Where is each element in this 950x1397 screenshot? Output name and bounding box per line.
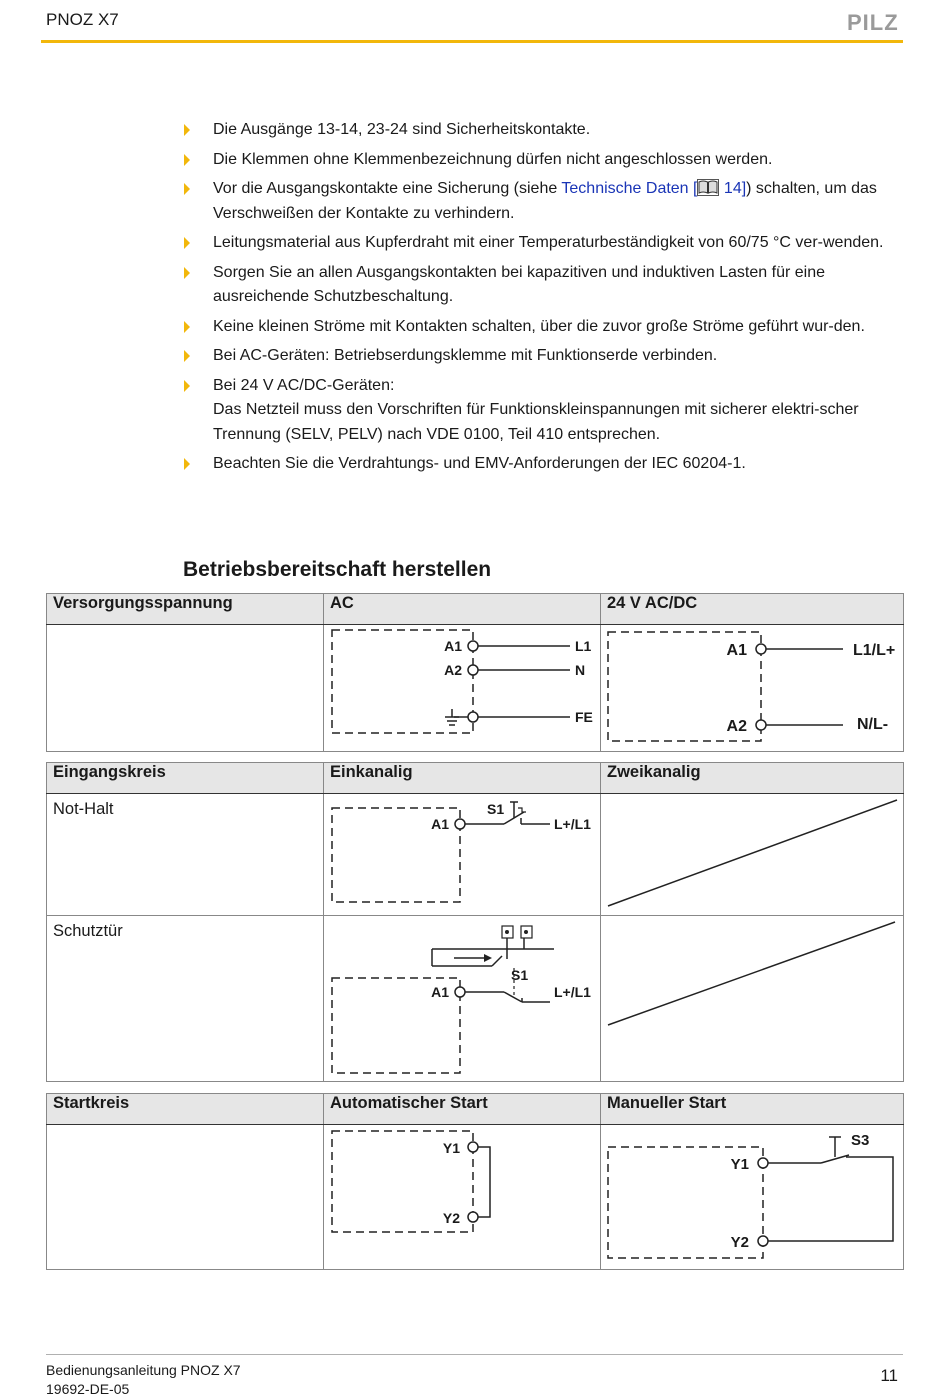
table-header: 24 V AC/DC [601,594,904,625]
start-circuit-table [46,1093,904,1270]
table-cell [47,625,324,752]
svg-text:A1: A1 [431,984,449,1000]
input-circuit-table [46,762,904,1082]
door-actuator-icon [432,926,554,966]
section-heading: Betriebsbereitschaft herstellen [183,558,492,581]
bullet-arrow-icon [184,458,190,470]
footer-rule [46,1354,903,1355]
svg-text:A1: A1 [444,638,462,654]
svg-text:L+/L1: L+/L1 [554,984,591,1000]
svg-text:N/L-: N/L- [857,716,889,733]
svg-text:PILZ: PILZ [847,12,899,34]
book-icon [697,179,719,196]
list-item: Vor die Ausgangskontakte eine Sicherung (siehe Technische Daten [ 14]) schalten, um das Verschweißen der Kontakte zu verhindern. [182,177,902,226]
list-item: Bei 24 V AC/DC-Geräten: Das Netzteil muss den Vorschriften für Funktionskleinspannungen mit sicherer elektri-scher Trennung (SELV, PELV) nach VDE 0100, Teil 410 entsprechen. [182,374,902,448]
footer-manual-title: Bedienungsanleitung PNOZ X7 [46,1362,241,1378]
bullet-list [182,118,902,482]
ac-wiring-diagram [324,625,601,752]
list-item: Die Ausgänge 13-14, 23-24 sind Sicherheitskontakte. [182,118,902,143]
svg-text:Y2: Y2 [442,1210,460,1226]
svg-text:A2: A2 [726,718,747,735]
svg-text:S1: S1 [511,967,529,983]
svg-text:S1: S1 [487,801,505,817]
table-header: AC [324,594,601,625]
pilz-logo [847,12,902,34]
footer-document-id: 19692-DE-05 [46,1381,130,1397]
row-label: Not-Halt [47,794,324,916]
table-header: Versorgungsspannung [47,594,324,625]
automatic-start-diagram [324,1125,601,1270]
svg-text:Y2: Y2 [730,1234,749,1251]
list-item: Keine kleinen Ströme mit Kontakten schalten, über die zuvor große Ströme geführt wur-den. [182,315,902,340]
not-applicable-cell [601,794,904,916]
list-item: Sorgen Sie an allen Ausgangskontakten bei kapazitiven und induktiven Lasten für eine ausreichende Schutzbeschaltung. [182,261,902,310]
svg-text:A2: A2 [444,662,462,678]
not-applicable-cell [601,916,904,1082]
svg-text:L+/L1: L+/L1 [554,816,591,832]
bullet-arrow-icon [184,380,190,392]
supply-voltage-table [46,593,904,752]
bullet-arrow-icon [184,321,190,333]
dc-wiring-diagram [601,625,904,752]
svg-text:L1: L1 [575,638,592,654]
table-header: Manueller Start [601,1094,904,1125]
table-header: Einkanalig [324,763,601,794]
page-number: 11 [880,1366,898,1385]
header-rule [41,40,903,43]
svg-text:A1: A1 [431,816,449,832]
header-title: PNOZ X7 [46,10,119,29]
technical-data-link[interactable]: Technische Daten [ 14] [561,180,747,197]
table-header: Zweikanalig [601,763,904,794]
table-header: Automatischer Start [324,1094,601,1125]
svg-text:Y1: Y1 [442,1140,460,1156]
push-button-icon [829,1137,841,1157]
list-item: Die Klemmen ohne Klemmenbezeichnung dürfen nicht angeschlossen werden. [182,148,902,173]
bullet-arrow-icon [184,154,190,166]
bullet-arrow-icon [184,124,190,136]
table-header: Startkreis [47,1094,324,1125]
svg-text:A1: A1 [726,642,747,659]
bullet-arrow-icon [184,183,190,195]
bullet-arrow-icon [184,350,190,362]
ground-icon [445,709,468,725]
table-header: Eingangskreis [47,763,324,794]
emergency-stop-diagram [324,794,601,916]
svg-text:FE: FE [575,709,593,725]
svg-text:Y1: Y1 [730,1156,749,1173]
safety-gate-diagram [324,916,601,1082]
bullet-arrow-icon [184,267,190,279]
svg-text:S3: S3 [851,1132,870,1149]
svg-text:L1/L+: L1/L+ [853,642,896,659]
list-item: Bei AC-Geräten: Betriebserdungsklemme mit Funktionserde verbinden. [182,344,902,369]
list-item: Beachten Sie die Verdrahtungs- und EMV-Anforderungen der IEC 60204-1. [182,452,902,477]
table-cell [47,1125,324,1270]
list-item: Leitungsmaterial aus Kupferdraht mit einer Temperaturbeständigkeit von 60/75 °C ver-wenden. [182,231,902,256]
row-label: Schutztür [47,916,324,1082]
manual-start-diagram [601,1125,904,1270]
svg-text:N: N [575,662,586,678]
bullet-arrow-icon [184,237,190,249]
